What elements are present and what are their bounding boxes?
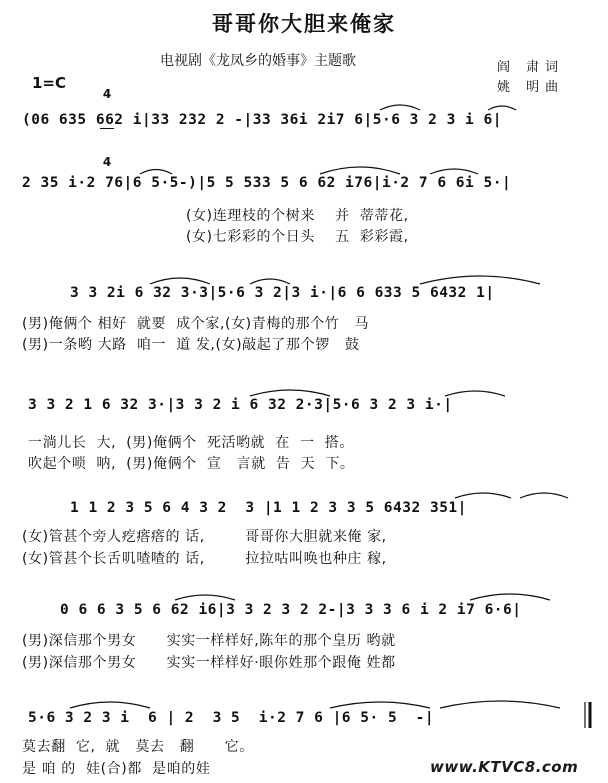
notation-line-2: 2 35 i·2 76|6 5·5-)|5 5 533 5 6 62 i76|i·2 7 6 6i 5·| — [22, 175, 512, 191]
notation-line-3: 3 3 2i 6 32 3·3|5·6 3 2|3 i·|6 6 633 5 6432 1| — [70, 285, 495, 301]
slur-mark — [320, 167, 400, 174]
site-watermark: www.KTVC8.com — [430, 758, 579, 776]
time-signature-bottom: 4 — [102, 155, 112, 169]
lyric-line-5a: (女)管甚个旁人疙瘩瘩的 话, 哥哥你大胆就来俺 家, — [22, 529, 387, 545]
lyricist-credit: 阎 肃词 — [497, 60, 565, 75]
slur-mark — [150, 278, 210, 284]
lyric-line-5b: (女)管甚个长舌叽喳喳的 话, 拉拉咕叫唤也种庄 稼, — [22, 551, 387, 567]
lyric-line-4b: 吹起个唢 呐, (男)俺俩个 宣 言就 告 天 下。 — [28, 456, 355, 472]
lyric-line-3b: (男)一条哟 大路 咱一 道 发,(女)敲起了那个锣 鼓 — [22, 337, 360, 353]
song-subtitle: 电视剧《龙凤乡的婚事》主题歌 — [160, 53, 356, 69]
slur-mark — [445, 391, 505, 396]
lyric-line-6b: (男)深信那个男女 实实一样样好·眼你姓那个跟俺 姓都 — [22, 655, 396, 671]
slur-mark — [470, 594, 550, 600]
slur-mark — [440, 701, 560, 708]
notation-line-6: 0 6 6 3 5 6 62 i6|3 3 2 3 2 2-|3 3 3 6 i 2 i7 6·6| — [60, 602, 522, 618]
composer-credit: 姚 明曲 — [497, 80, 565, 95]
slur-mark — [455, 493, 511, 498]
notation-line-1: (06 635 662 i|33 232 2 -|33 36i 2i7 6|5·6 3 2 3 i 6| — [22, 112, 502, 128]
lyric-line-7a: 莫去翻 它, 就 莫去 翻 它。 — [22, 739, 254, 755]
slur-mark — [70, 702, 150, 708]
slur-mark — [380, 105, 420, 110]
slur-mark — [140, 170, 172, 175]
notation-line-4: 3 3 2 1 6 32 3·|3 3 2 i 6 32 2·3|5·6 3 2 3 i·| — [28, 397, 453, 413]
slur-mark — [488, 106, 516, 110]
slur-mark — [520, 493, 568, 498]
lyric-line-3a: (男)俺俩个 相好 就要 成个家,(女)青梅的那个竹 马 — [22, 316, 370, 332]
notation-line-5: 1 1 2 3 5 6 4 3 2 3 |1 1 2 3 3 5 6432 351| — [70, 500, 467, 516]
key-signature: 1=C — [32, 74, 67, 92]
notation-line-7: 5·6 3 2 3 i 6 | 2 3 5 i·2 7 6 |6 5· 5 -| — [28, 710, 435, 726]
slur-mark — [330, 702, 430, 708]
slur-mark — [250, 279, 290, 284]
slur-mark — [420, 276, 540, 284]
lyric-line-6a: (男)深信那个男女 实实一样样好,陈年的那个皇历 哟就 — [22, 633, 396, 649]
slur-mark — [250, 390, 330, 396]
lyric-line-7b: 是 咱 的 娃(合)都 是咱的娃 — [22, 761, 211, 777]
time-signature-top: 4 — [102, 87, 112, 101]
slur-mark — [430, 169, 478, 174]
lyric-line-2b: (女)七彩彩的个日头 五 彩彩霞, — [186, 229, 409, 245]
song-title: 哥哥你大胆来俺家 — [212, 12, 396, 36]
lyric-line-2a: (女)连理枝的个树来 并 蒂蒂花, — [186, 208, 409, 224]
lyric-line-4a: 一淌儿长 大, (男)俺俩个 死活哟就 在 一 搭。 — [28, 435, 354, 451]
slur-mark — [175, 595, 235, 600]
